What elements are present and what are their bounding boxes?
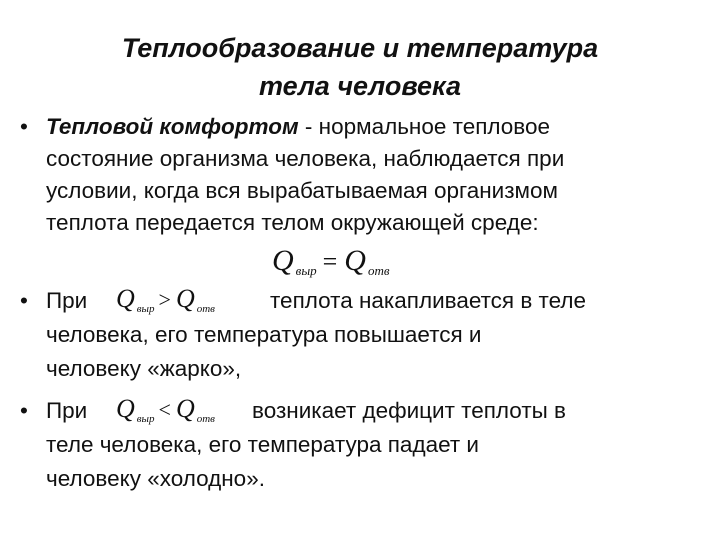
paragraph-1-line-3: условии, когда вся вырабатываемая организмом xyxy=(46,178,558,203)
formula-right-subscript: отв xyxy=(367,263,390,278)
formula-right-symbol: Q xyxy=(175,394,196,423)
paragraph-2-line-3: человеку «жарко», xyxy=(46,356,242,381)
formula-operator: > xyxy=(158,287,172,312)
paragraph-1-line-2: состояние организма человека, наблюдается при xyxy=(46,146,565,171)
formula-right-subscript: отв xyxy=(196,413,215,425)
formula-left-symbol: Q xyxy=(116,284,136,313)
paragraph-3-lead: При xyxy=(46,398,88,423)
formula-left-subscript: выр xyxy=(136,413,155,425)
paragraph-3-line-1-rest: возникает дефицит теплоты в xyxy=(252,398,567,423)
paragraph-1-line-4: теплота передается телом окружающей среде: xyxy=(46,210,539,235)
thermal-comfort-term: Тепловой комфортом xyxy=(46,114,299,139)
paragraph-1-line-1-rest: - нормальное тепловое xyxy=(298,114,551,139)
formula-operator: < xyxy=(158,397,172,422)
formula-heat-balance xyxy=(272,244,390,288)
formula-right-subscript: отв xyxy=(196,303,215,315)
paragraph-1-line-1 xyxy=(46,112,550,142)
formula-left-subscript: выр xyxy=(136,303,155,315)
formula-left-subscript: выр xyxy=(295,263,317,278)
paragraph-3-line-3: человеку «холодно». xyxy=(46,466,265,491)
paragraph-2-line-2: человека, его температура повышается и xyxy=(46,322,482,347)
slide-title-line-2: тела человека xyxy=(258,71,461,101)
bullet-2: • xyxy=(20,288,28,313)
formula-right-symbol: Q xyxy=(344,244,367,277)
slide-title-line-1: Теплообразование и температура xyxy=(121,33,599,63)
bullet-1: • xyxy=(20,114,28,139)
formula-right-symbol: Q xyxy=(175,284,196,313)
paragraph-2-line-1-rest: теплота накапливается в теле xyxy=(270,288,587,313)
bullet-3: • xyxy=(20,398,28,423)
formula-left-symbol: Q xyxy=(116,394,136,423)
formula-operator: = xyxy=(322,247,339,276)
formula-left-symbol: Q xyxy=(272,244,295,277)
paragraph-3-line-2: теле человека, его температура падает и xyxy=(46,432,479,457)
paragraph-2-lead: При xyxy=(46,288,88,313)
